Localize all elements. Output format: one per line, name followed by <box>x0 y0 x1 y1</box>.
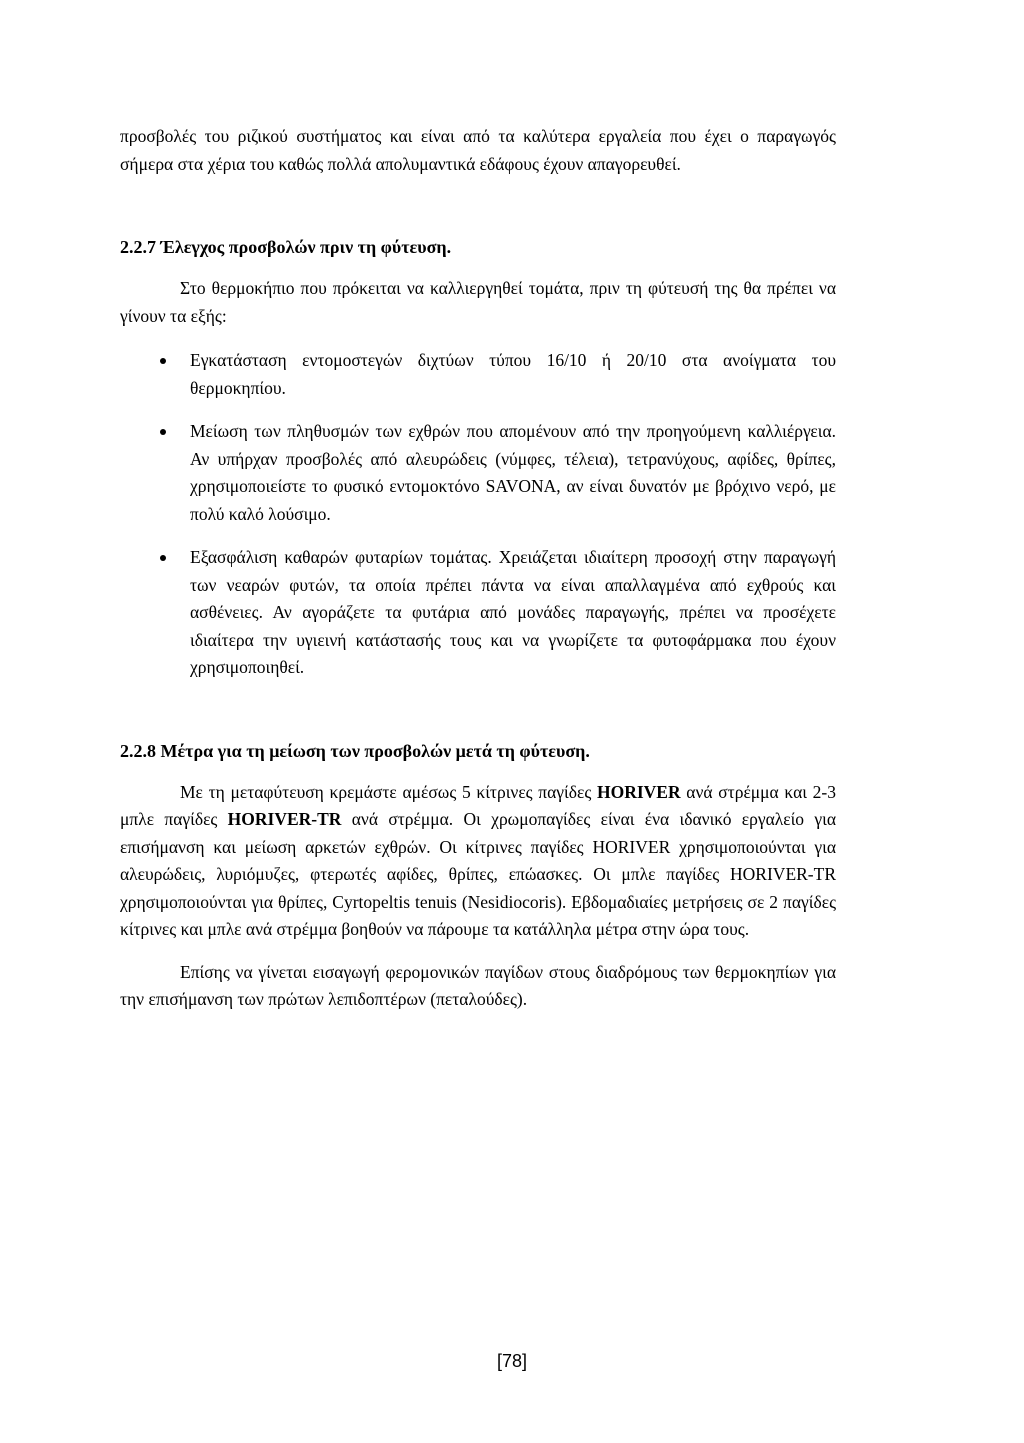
intro-paragraph: Στο θερμοκήπιο που πρόκειται να καλλιεργηθεί τομάτα, πριν τη φύτευσή της θα πρέπει να γίνουν τα εξής: <box>120 278 836 326</box>
horiver-label: HORIVER <box>596 781 681 802</box>
bullet-item <box>120 544 836 682</box>
traps-paragraph <box>120 779 836 944</box>
pheromone-paragraph: Επίσης να γίνεται εισαγωγή φερομονικών παγίδων στους διαδρόμους των θερμοκηπίων για την επισήμανση των πρώτων λεπιδοπτέρων (πεταλούδες). <box>120 961 836 1009</box>
bullet-icon <box>160 358 166 364</box>
bullet-item <box>120 418 836 528</box>
section-heading-2-2-7: 2.2.7 Έλεγχος προσβολών πριν τη φύτευση. <box>120 237 452 257</box>
traps-text-1: Με τη μεταφύτευση κρεμάστε αμέσως 5 κίτρινες παγίδες <box>180 781 597 802</box>
continued-paragraph: προσβολές του ριζικού συστήματος και είναι από τα καλύτερα εργαλεία που έχει ο παραγωγός σήμερα στα χέρια του καθώς πολλά απολυμαντικά εδάφους έχουν απαγορευθεί. <box>120 126 836 174</box>
bullet-text: Εξασφάλιση καθαρών φυταρίων τομάτας. Χρειάζεται ιδιαίτερη προσοχή στην παραγωγή των νεαρών φυτών, τα οποία πρέπει πάντα να είναι απαλλαγμένα από εχθρούς και ασθένειες. Αν αγοράζετε τα φυτάρια από μονάδες παραγωγής, πρέπει να προσέχετε ιδιαίτερα την υγιεινή κατάστασής τους και να γνωρίζετε τα φυτοφάρμακα που έχουν χρησιμοποιηθεί. <box>190 547 836 677</box>
bullet-item <box>120 347 836 402</box>
page-content <box>120 123 836 1014</box>
traps-text-3: ανά στρέμμα. Οι χρωμοπαγίδες είναι ένα ιδανικό εργαλείο για επισήμανση και μείωση αρκετών εχθρών. Οι κίτρινες παγίδες HORIVER χρησιμοποιούνται για αλευρώδεις, λυριόμυζες, φτερωτές αφίδες, θρίπες, επώασκες. Οι μπλε παγίδες HORIVER-TR χρησιμοποιούνται για θρίπες, Cyrtopeltis tenuis (Nesidiocoris). Εβδομαδιαίες μετρήσεις σε 2 παγίδες κίτρινες και μπλε ανά στρέμμα βοηθούν να πάρουμε τα κατάλληλα μέτρα στην ώρα τους. <box>120 809 836 939</box>
page-number: [78] <box>496 1351 528 1371</box>
bullet-list <box>120 347 836 682</box>
traps-text-2: ανά στρέμμα και 2-3 μπλε παγίδες <box>120 781 836 829</box>
horiver-tr-label: HORIVER-TR <box>227 809 342 829</box>
bullet-icon <box>160 555 166 561</box>
bullet-icon <box>160 429 166 435</box>
bullet-text: Εγκατάσταση εντομοστεγών διχτύων τύπου 16/10 ή 20/10 στα ανοίγματα του θερμοκηπίου. <box>190 350 836 398</box>
section-heading-2-2-8: 2.2.8 Μέτρα για τη μείωση των προσβολών μετά τη φύτευση. <box>120 740 590 761</box>
bullet-text: Μείωση των πληθυσμών των εχθρών που απομένουν από την προηγούμενη καλλιέργεια. Αν υπήρχαν προσβολές από αλευρώδεις (νύμφες, τέλεια), τετρανύχους, αφίδες, θρίπες, χρησιμοποιείστε το φυσικό εντομοκτόνο SAVONA, αν είναι δυνατόν με βρόχινο νερό, με πολύ καλό λούσιμο. <box>190 421 836 524</box>
